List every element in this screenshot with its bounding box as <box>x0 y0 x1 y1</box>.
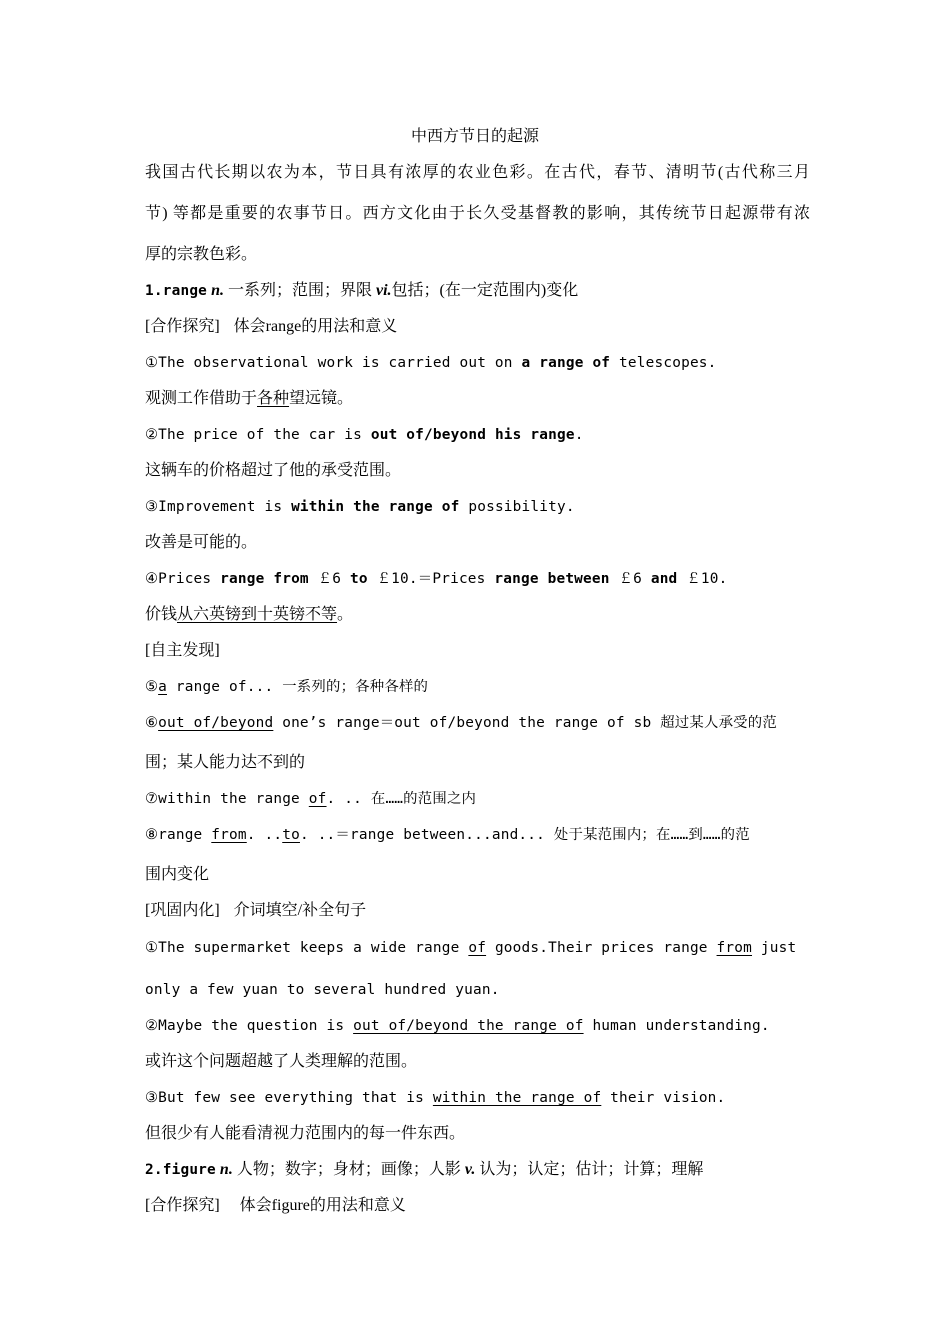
figure-heading-word: 2.figure <box>145 1162 216 1178</box>
range-example-2-text: ②The price of the car is <box>145 427 371 443</box>
range-heading-pos-verb: vi. <box>375 282 392 299</box>
range-find-5-num: ⑤ <box>145 679 159 695</box>
range-find-6-cont: 围；某人能力达不到的 <box>145 754 306 771</box>
range-example-1-text: ①The observational work is carried out on <box>145 355 522 371</box>
range-find-8-cont: 围内变化 <box>145 866 210 883</box>
figure-heading <box>145 1160 810 1180</box>
range-find-7 <box>145 789 810 809</box>
range-cons-1-text-b: goods.Their prices range <box>486 940 717 956</box>
range-example-2-end: . <box>574 427 584 443</box>
range-example-4-text-a: ④Prices <box>145 571 221 587</box>
figure-coop-text: 体会figure的用法和意义 <box>239 1197 406 1214</box>
range-find-8-text: ⑧range <box>145 827 212 843</box>
range-cons-1-text-a: ①The supermarket keeps a wide range <box>145 940 469 956</box>
range-example-4-bold-4: and <box>650 571 678 587</box>
range-find-5-answer: a <box>158 679 167 695</box>
range-example-3-bold: within the range of <box>291 499 460 515</box>
range-find-5 <box>145 677 810 697</box>
range-example-2-bold: out of/beyond his range <box>370 427 575 443</box>
intro-line-2: 节) 等都是重要的农事节日。西方文化由于长久受基督教的影响，其传统节日起源带有浓 <box>145 205 810 222</box>
range-cons-1-answer-1: of <box>468 940 487 956</box>
range-find-7-answer: of <box>308 791 327 807</box>
range-self-heading: [自主发现] <box>145 642 220 659</box>
range-example-4-bold-1: range from <box>220 571 309 587</box>
figure-coop-heading <box>145 1196 810 1216</box>
range-cons-2-end: human understanding. <box>583 1018 770 1034</box>
range-cons-text: 介词填空/补全句子 <box>233 902 367 919</box>
figure-heading-def-noun: 人物；数字；身材；画像；人影 <box>236 1161 461 1178</box>
range-heading-def-noun: 一系列；范围；界限 <box>227 282 372 299</box>
range-example-4-cn-end: 。 <box>337 606 354 623</box>
range-example-1-translation <box>145 389 810 409</box>
range-example-4-translation <box>145 605 810 625</box>
range-find-7-text: ⑦within the range <box>145 791 309 807</box>
range-example-3 <box>145 497 810 517</box>
range-find-8-answer-2: to <box>282 827 300 843</box>
range-cons-1-answer-2: from <box>716 940 753 956</box>
range-find-8-answer-1: from <box>211 827 247 843</box>
range-find-6 <box>145 713 810 733</box>
range-cons-1-text-c: just <box>752 940 797 956</box>
figure-heading-pos-verb: v. <box>464 1161 476 1178</box>
range-cons-3 <box>145 1088 810 1108</box>
range-find-5-text: range of... 一系列的；各种各样的 <box>166 679 429 695</box>
range-example-4-cn-text: 价钱 <box>145 606 178 623</box>
range-coop-heading <box>145 317 810 337</box>
range-cons-heading <box>145 901 810 921</box>
range-find-8 <box>145 825 810 845</box>
range-cons-2 <box>145 1016 810 1036</box>
range-cons-2-translation: 或许这个问题超越了人类理解的范围。 <box>145 1053 418 1070</box>
range-example-1-cn-end: 望远镜。 <box>289 390 354 407</box>
range-coop-text: 体会range的用法和意义 <box>233 318 398 335</box>
range-example-1-bold: a range of <box>521 355 611 371</box>
range-example-4-text-c: ￡10.＝Prices <box>367 571 495 587</box>
range-cons-1-cont: only a few yuan to several hundred yuan. <box>145 982 500 998</box>
intro-line-1: 我国古代长期以农为本，节日具有浓厚的农业色彩。在古代，春节、清明节(古代称三月 <box>145 164 810 181</box>
range-example-4-text-e: ￡10. <box>677 571 728 587</box>
range-heading-word: 1.range <box>145 283 208 299</box>
figure-heading-def-verb: 认为；认定；估计；计算；理解 <box>479 1161 704 1178</box>
range-coop-label: [合作探究] <box>145 318 220 335</box>
range-find-6-answer: out of/beyond <box>158 715 274 731</box>
range-heading <box>145 281 810 301</box>
range-example-1-cn-underlined: 各种 <box>257 390 290 407</box>
range-find-7-end: . .. 在……的范围之内 <box>326 791 477 807</box>
range-cons-1 <box>145 938 810 958</box>
range-cons-2-answer: out of/beyond the range of <box>353 1018 584 1034</box>
range-example-4-cn-underlined: 从六英镑到十英镑不等 <box>177 606 338 623</box>
intro-line-3: 厚的宗教色彩。 <box>145 246 258 263</box>
range-example-1-cn-text: 观测工作借助于 <box>145 390 258 407</box>
range-cons-3-text: ③But few see everything that is <box>145 1090 433 1106</box>
range-example-3-translation: 改善是可能的。 <box>145 534 258 551</box>
figure-coop-label: [合作探究] <box>145 1197 220 1214</box>
range-example-1-end: telescopes. <box>610 355 717 371</box>
range-example-4-bold-3: range between <box>494 571 610 587</box>
range-find-8-end: . ..＝range between...and... 处于某范围内；在……到……的范 <box>299 827 750 843</box>
range-heading-pos-noun: n. <box>211 282 224 299</box>
range-example-3-text: ③Improvement is <box>145 499 292 515</box>
range-cons-3-end: their vision. <box>601 1090 726 1106</box>
range-cons-2-text: ②Maybe the question is <box>145 1018 354 1034</box>
range-cons-3-translation: 但很少有人能看清视力范围内的每一件东西。 <box>145 1125 466 1142</box>
range-example-4 <box>145 569 810 589</box>
range-heading-def-verb: 包括；(在一定范围内)变化 <box>391 282 579 299</box>
range-example-1 <box>145 353 810 373</box>
range-example-2-translation: 这辆车的价格超过了他的承受范围。 <box>145 462 402 479</box>
range-example-4-bold-2: to <box>349 571 368 587</box>
figure-heading-pos-noun: n. <box>219 1161 233 1178</box>
range-example-4-text-b: ￡6 <box>308 571 350 587</box>
range-find-6-num: ⑥ <box>145 715 159 731</box>
range-cons-3-answer: within the range of <box>432 1090 602 1106</box>
range-find-8-mid: . .. <box>246 827 283 843</box>
range-example-2 <box>145 425 810 445</box>
range-cons-label: [巩固内化] <box>145 902 220 919</box>
range-find-6-text: one’s range＝out of/beyond the range of sb 超过某人承受的范 <box>273 715 777 731</box>
range-example-3-end: possibility. <box>459 499 575 515</box>
range-example-4-text-d: ￡6 <box>609 571 651 587</box>
page-title: 中西方节日的起源 <box>410 128 539 145</box>
